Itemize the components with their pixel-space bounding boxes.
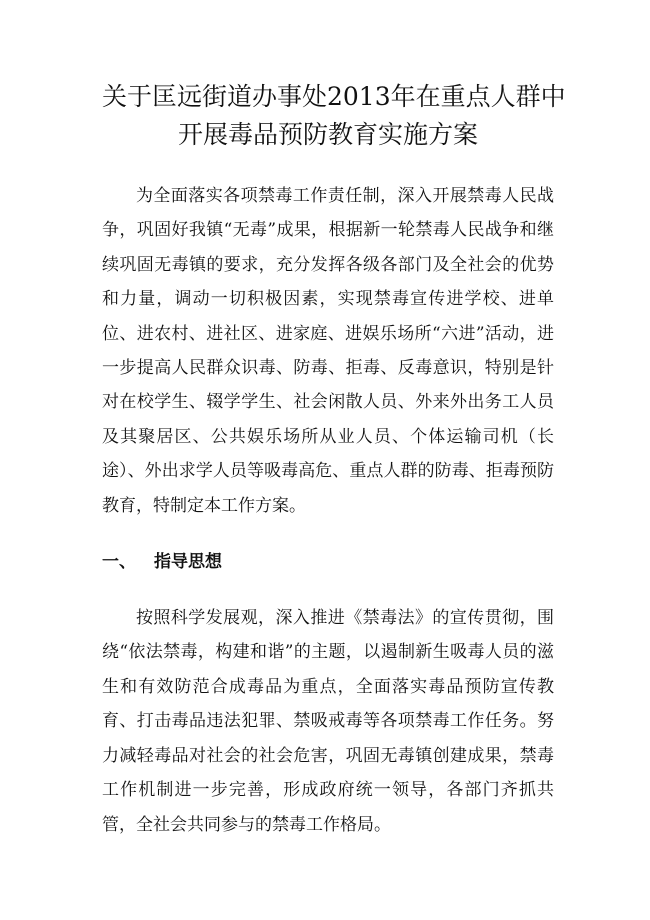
- section-heading-text: 指导思想: [154, 552, 222, 573]
- section-paragraph: 按照科学发展观，深入推进《禁毒法》的宣传贯彻，围绕“依法禁毒，构建和谐”的主题，以遏制新生吸毒人员的滋生和有效防范合成毒品为重点，全面落实毒品预防宣传教育、打击毒品违法犯罪、禁吸戒毒等各项禁毒工作任务。努力减轻毒品对社会的社会危害，巩固无毒镇创建成果，禁毒工作机制进一步完善，形成政府统一领导，各部门齐抓共管，全社会共同参与的禁毒工作格局。: [102, 608, 554, 835]
- intro-paragraph: 为全面落实各项禁毒工作责任制，深入开展禁毒人民战争，巩固好我镇“无毒”成果，根据新一轮禁毒人民战争和继续巩固无毒镇的要求，充分发挥各级各部门及全社会的优势和力量，调动一切积极因素，实现禁毒宣传进学校、进单位、进农村、进社区、进家庭、进娱乐场所“六进”活动，进一步提高人民群众识毒、防毒、拒毒、反毒意识，特别是针对在校学生、辍学学生、社会闲散人员、外来外出务工人员及其聚居区、公共娱乐场所从业人员、个体运输司机（长途）、外出求学人员等吸毒高危、重点人群的防毒、拒毒预防教育，特制定本工作方案。: [102, 186, 554, 516]
- title-line-1: 关于匡远街道办事处2013年在重点人群中: [102, 82, 566, 111]
- document-title: [102, 78, 566, 154]
- title-line-2: 开展毒品预防教育实施方案: [177, 120, 478, 149]
- section-number: 一、: [102, 552, 136, 573]
- section-heading: [102, 545, 554, 579]
